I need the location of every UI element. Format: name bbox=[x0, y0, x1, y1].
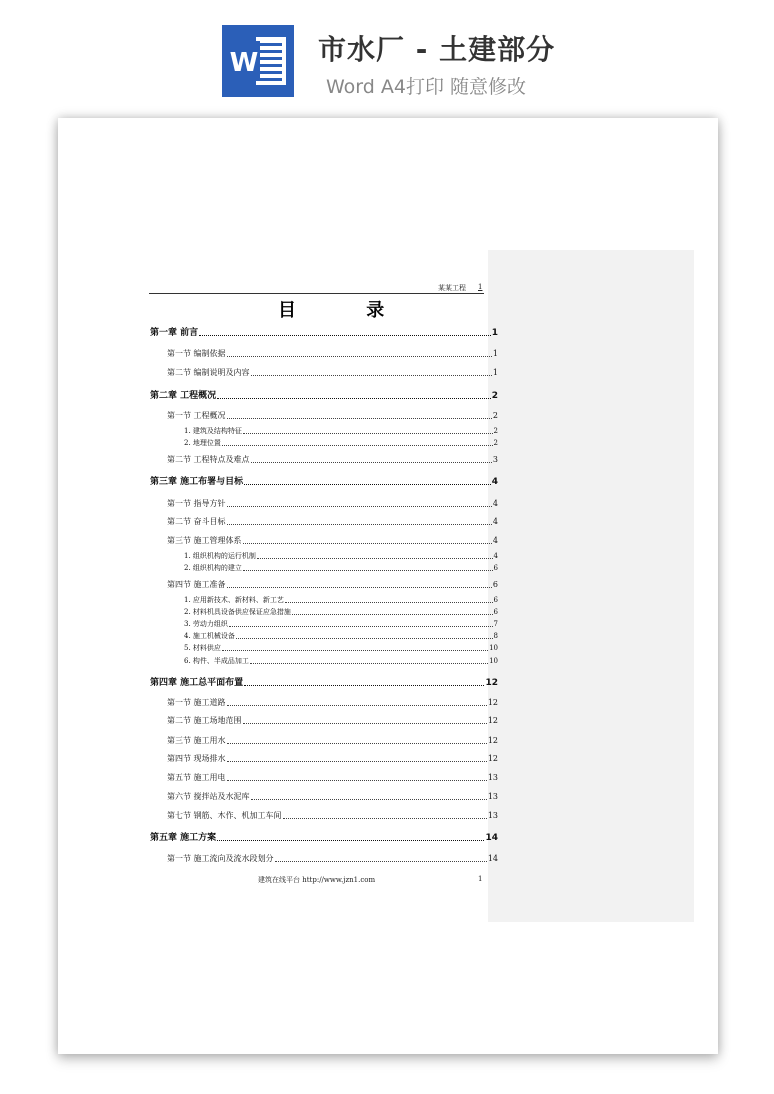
toc-entry-label: 3. 劳动力组织 bbox=[184, 620, 228, 628]
toc-leader-dots bbox=[244, 483, 491, 485]
toc-leader-dots bbox=[243, 722, 487, 724]
toc-entry-label: 第一节 施工道路 bbox=[167, 698, 226, 707]
banner-title: 市水厂 - 土建部分 bbox=[318, 33, 556, 66]
toc-entry-label: 第二节 奋斗目标 bbox=[167, 517, 226, 526]
toc-entry-page: 12 bbox=[487, 736, 498, 745]
toc-entry-page: 4 bbox=[493, 552, 498, 560]
toc-leader-dots bbox=[227, 779, 487, 781]
toc-entry-label: 第五章 施工方案 bbox=[150, 833, 217, 843]
svg-text:W: W bbox=[229, 48, 259, 78]
toc-leader-dots bbox=[236, 637, 493, 639]
toc-entry[interactable] bbox=[184, 607, 498, 617]
toc-entry-page: 3 bbox=[492, 455, 498, 464]
toc-entry-label: 第六节 搅拌站及水泥库 bbox=[167, 792, 250, 801]
toc-leader-dots bbox=[243, 569, 493, 571]
toc-entry-page: 13 bbox=[487, 792, 498, 801]
toc-entry[interactable] bbox=[150, 474, 498, 487]
toc-entry-page: 10 bbox=[489, 644, 498, 652]
toc-leader-dots bbox=[222, 444, 493, 446]
toc-entry-label: 第五节 施工用电 bbox=[167, 773, 226, 782]
doc-header-text: 某某工程 bbox=[438, 284, 466, 292]
toc-entry-page: 6 bbox=[493, 564, 498, 572]
toc-entry[interactable] bbox=[167, 772, 498, 783]
toc-entry[interactable] bbox=[167, 367, 498, 378]
toc-leader-dots bbox=[251, 374, 492, 376]
toc-entry-page: 4 bbox=[492, 536, 498, 545]
toc-leader-dots bbox=[251, 798, 487, 800]
toc-entry-label: 2. 材料机具设备供应保证应急措施 bbox=[184, 608, 291, 616]
toc-entry-page: 1 bbox=[492, 349, 498, 358]
toc-leader-dots bbox=[229, 625, 493, 627]
toc-entry-page: 14 bbox=[487, 854, 498, 863]
toc-leader-dots bbox=[244, 684, 484, 686]
toc-entry-page: 2 bbox=[493, 439, 498, 447]
toc-entry[interactable] bbox=[150, 325, 498, 338]
toc-entry[interactable] bbox=[184, 595, 498, 605]
toc-entry[interactable] bbox=[167, 579, 498, 590]
toc-entry-label: 第二章 工程概况 bbox=[150, 391, 217, 401]
toc-leader-dots bbox=[227, 704, 487, 706]
toc-entry-label: 1. 建筑及结构特征 bbox=[184, 427, 242, 435]
toc-leader-dots bbox=[227, 760, 487, 762]
toc-entry-label: 4. 施工机械设备 bbox=[184, 632, 235, 640]
toc-entry-label: 第一节 编制依据 bbox=[167, 349, 226, 358]
toc-entry-page: 1 bbox=[491, 328, 498, 338]
toc-entry[interactable] bbox=[167, 697, 498, 708]
toc-entry[interactable] bbox=[150, 675, 498, 688]
toc-entry-label: 第二节 工程特点及难点 bbox=[167, 455, 250, 464]
toc-entry[interactable] bbox=[184, 551, 498, 561]
toc-leader-dots bbox=[227, 586, 492, 588]
toc-entry-page: 14 bbox=[485, 833, 498, 843]
toc-entry-label: 第七节 钢筋、木作、机加工车间 bbox=[167, 811, 282, 820]
toc-entry-page: 4 bbox=[491, 477, 498, 487]
toc-entry-page: 6 bbox=[493, 596, 498, 604]
toc-entry[interactable] bbox=[184, 656, 498, 666]
toc-entry-page: 2 bbox=[493, 427, 498, 435]
toc-entry-label: 第一节 工程概况 bbox=[167, 411, 226, 420]
toc-entry-label: 第三章 施工布署与目标 bbox=[150, 477, 244, 487]
toc-entry-page: 10 bbox=[489, 657, 498, 665]
toc-entry-label: 1. 组织机构的运行机制 bbox=[184, 552, 256, 560]
toc-leader-dots bbox=[227, 742, 487, 744]
toc-entry[interactable] bbox=[150, 830, 498, 843]
toc-entry-page: 12 bbox=[487, 754, 498, 763]
toc-entry-page: 12 bbox=[487, 698, 498, 707]
toc-entry-page: 8 bbox=[493, 632, 498, 640]
toc-entry[interactable] bbox=[167, 853, 498, 864]
toc-entry[interactable] bbox=[167, 516, 498, 527]
toc-entry[interactable] bbox=[184, 643, 498, 653]
toc-entry-page: 2 bbox=[491, 391, 498, 401]
doc-footer-text: 建筑在线平台 http://www.jzn1.com bbox=[258, 876, 376, 884]
toc-entry[interactable] bbox=[167, 735, 498, 746]
toc-entry-label: 第三节 施工管理体系 bbox=[167, 536, 242, 545]
toc-leader-dots bbox=[275, 860, 487, 862]
toc-entry[interactable] bbox=[167, 348, 498, 359]
toc-entry-label: 第一节 施工流向及流水段划分 bbox=[167, 854, 274, 863]
toc-entry-label: 第四章 施工总平面布置 bbox=[150, 678, 244, 688]
toc-leader-dots bbox=[283, 817, 487, 819]
toc-leader-dots bbox=[217, 839, 484, 841]
toc-entry[interactable] bbox=[167, 535, 498, 546]
toc-entry-page: 6 bbox=[493, 608, 498, 616]
toc-entry-page: 4 bbox=[492, 499, 498, 508]
toc-entry-label: 第四节 施工准备 bbox=[167, 580, 226, 589]
toc-leader-dots bbox=[243, 432, 493, 434]
toc-entry-page: 1 bbox=[492, 368, 498, 377]
toc-entry-label: 6. 构件、半成品加工 bbox=[184, 657, 249, 665]
toc-leader-dots bbox=[222, 649, 488, 651]
toc-leader-dots bbox=[227, 523, 492, 525]
doc-header-page: 1 bbox=[478, 283, 483, 291]
toc-entry[interactable] bbox=[184, 426, 498, 436]
banner-subtitle: Word A4打印 随意修改 bbox=[326, 76, 527, 98]
toc-entry[interactable] bbox=[150, 388, 498, 401]
toc-entry[interactable] bbox=[167, 715, 498, 726]
toc-entry-page: 4 bbox=[492, 517, 498, 526]
toc-entry-label: 第二节 编制说明及内容 bbox=[167, 368, 250, 377]
toc-entry[interactable] bbox=[167, 753, 498, 764]
toc-entry-page: 7 bbox=[493, 620, 498, 628]
toc-leader-dots bbox=[227, 355, 492, 357]
toc-entry[interactable] bbox=[184, 438, 498, 448]
toc-entry-page: 6 bbox=[492, 580, 498, 589]
toc-entry-label: 第一节 指导方针 bbox=[167, 499, 226, 508]
toc-title: 目 录 bbox=[278, 300, 417, 321]
toc-entry[interactable] bbox=[167, 410, 498, 421]
toc-entry-page: 13 bbox=[487, 773, 498, 782]
toc-leader-dots bbox=[227, 417, 492, 419]
toc-entry-label: 第三节 施工用水 bbox=[167, 736, 226, 745]
toc-leader-dots bbox=[292, 613, 493, 615]
toc-entry[interactable] bbox=[167, 810, 498, 821]
toc-leader-dots bbox=[250, 662, 488, 664]
toc-entry[interactable] bbox=[184, 619, 498, 629]
toc-entry[interactable] bbox=[167, 498, 498, 509]
toc-entry[interactable] bbox=[184, 631, 498, 641]
toc-entry[interactable] bbox=[184, 563, 498, 573]
toc-entry-label: 第二节 施工场地范围 bbox=[167, 716, 242, 725]
toc-entry-page: 12 bbox=[487, 716, 498, 725]
toc-entry-page: 2 bbox=[492, 411, 498, 420]
toc-entry-page: 13 bbox=[487, 811, 498, 820]
toc-leader-dots bbox=[227, 505, 492, 507]
toc-entry-label: 5. 材料供应 bbox=[184, 644, 221, 652]
toc-entry-label: 第一章 前言 bbox=[150, 328, 199, 338]
toc-entry-page: 12 bbox=[485, 678, 498, 688]
toc-leader-dots bbox=[251, 461, 492, 463]
toc-leader-dots bbox=[285, 601, 493, 603]
toc-entry-label: 2. 组织机构的建立 bbox=[184, 564, 242, 572]
toc-entry-label: 1. 应用新技术、新材料、新工艺 bbox=[184, 596, 284, 604]
toc-leader-dots bbox=[199, 334, 491, 336]
toc-leader-dots bbox=[257, 557, 493, 559]
toc-entry[interactable] bbox=[167, 791, 498, 802]
toc-entry[interactable] bbox=[167, 454, 498, 465]
toc-leader-dots bbox=[217, 397, 491, 399]
toc-entry-label: 2. 地理位置 bbox=[184, 439, 221, 447]
toc-leader-dots bbox=[243, 542, 492, 544]
doc-footer-page: 1 bbox=[478, 875, 483, 883]
toc-entry-label: 第四节 现场排水 bbox=[167, 754, 226, 763]
